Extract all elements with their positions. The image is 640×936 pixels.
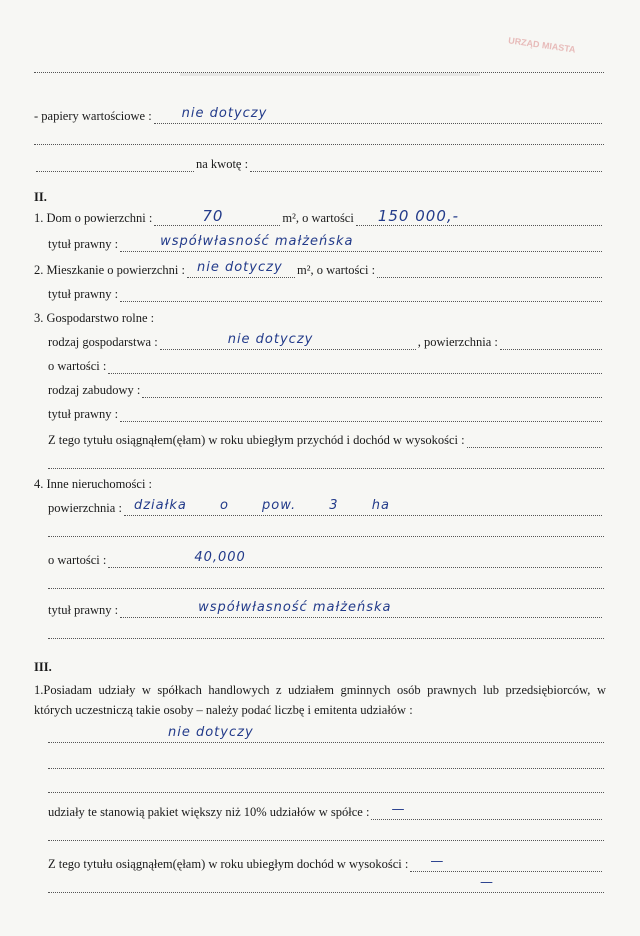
zabudowy-row — [48, 382, 604, 398]
final-dash: — — [480, 875, 494, 890]
inne-label: 4. Inne nieruchomości : — [34, 477, 153, 491]
blank-line — [48, 524, 604, 537]
dom-tytul-value: współwłasność małżeńska — [160, 234, 354, 249]
kwota-label: na kwotę : — [196, 157, 249, 171]
blank-line — [48, 576, 604, 589]
gospodarstwo-row — [34, 310, 604, 326]
tytul-label: tytuł prawny : — [48, 407, 119, 421]
dom-value: 150 000,- — [377, 207, 460, 225]
gosp-tytul-row — [48, 406, 604, 422]
official-stamp: URZĄD MIASTA — [507, 35, 577, 55]
owartosci-label: o wartości : — [48, 553, 107, 567]
mieszkanie-tytul-row — [48, 286, 604, 302]
blank-line — [48, 456, 604, 469]
section-3-heading: III. — [34, 660, 52, 674]
tytul-label: tytuł prawny : — [48, 237, 119, 251]
gospodarstwo-label: 3. Gospodarstwo rolne : — [34, 311, 155, 325]
rodzaj-label: rodzaj gospodarstwa : — [48, 335, 158, 349]
gosp-wartosc-row — [48, 358, 604, 374]
blank-line — [48, 756, 604, 769]
dom-tytul-row — [48, 236, 604, 252]
inne-tytul-row — [48, 602, 604, 618]
blank-line — [34, 60, 604, 73]
udzialy-value-row — [48, 725, 604, 743]
tytul-label: tytuł prawny : — [48, 603, 119, 617]
inne-tytul-value: współwłasność małżeńska — [198, 600, 392, 615]
zabudowy-label: rodzaj zabudowy : — [48, 383, 141, 397]
blank-line — [34, 132, 604, 145]
mieszkanie-value: nie dotyczy — [197, 260, 283, 275]
papiery-row — [34, 108, 604, 124]
gosp-dochod-row — [48, 432, 604, 448]
dochod3-label: Z tego tytułu osiągnąłem(ęłam) w roku ubiegłym dochód w wysokości : — [48, 857, 409, 871]
pakiet-row — [48, 804, 604, 820]
owartosci-label: o wartości : — [48, 359, 107, 373]
papiery-value: nie dotyczy — [181, 106, 268, 121]
udzialy-value: nie dotyczy — [168, 725, 254, 740]
inne-pow-row — [48, 500, 604, 516]
dochod-label: Z tego tytułu osiągnąłem(ęłam) w roku ubiegłym przychód i dochód w wysokości : — [48, 433, 465, 447]
rodzaj-row — [48, 334, 604, 350]
inne-row — [34, 476, 604, 492]
dom-row — [34, 207, 604, 226]
dom-label: 1. Dom o powierzchni : — [34, 211, 153, 225]
blank-line — [48, 875, 604, 893]
mieszkanie-label: 2. Mieszkanie o powierzchni : — [34, 263, 185, 277]
inne-wartosc-row — [48, 552, 604, 568]
rodzaj-value: nie dotyczy — [227, 332, 314, 347]
tytul-label: tytuł prawny : — [48, 287, 119, 301]
inne-wartosc-value: 40,000 — [194, 550, 246, 565]
section-2-heading: II. — [34, 190, 47, 204]
papiery-label: - papiery wartościowe : — [34, 109, 152, 123]
kwota-row — [34, 156, 604, 172]
dochod3-row — [48, 856, 604, 872]
pow-value: działka o pow. 3 ha — [133, 498, 390, 513]
m2-label: m², o wartości — [282, 211, 354, 225]
pakiet-label: udziały te stanowią pakiet większy niż 10% udziałów w spółce : — [48, 805, 370, 819]
blank-line — [48, 780, 604, 793]
powierzchnia-label: , powierzchnia : — [417, 335, 498, 349]
blank-line — [48, 626, 604, 639]
dochod3-dash: — — [430, 854, 445, 869]
pakiet-dash: — — [391, 802, 406, 817]
mieszkanie-row — [34, 262, 604, 278]
udzialy-paragraph: 1.Posiadam udziały w spółkach handlowych z udziałem gminnych osób prawnych lub przedsiębiorców, w których uczestniczą takie osoby – należy podać liczbę i emitenta udziałów : — [34, 683, 606, 717]
dom-area: 70 — [202, 207, 224, 225]
blank-line — [48, 828, 604, 841]
mieszkanie-m2-label: m², o wartości : — [297, 263, 376, 277]
pow-label: powierzchnia : — [48, 501, 122, 515]
